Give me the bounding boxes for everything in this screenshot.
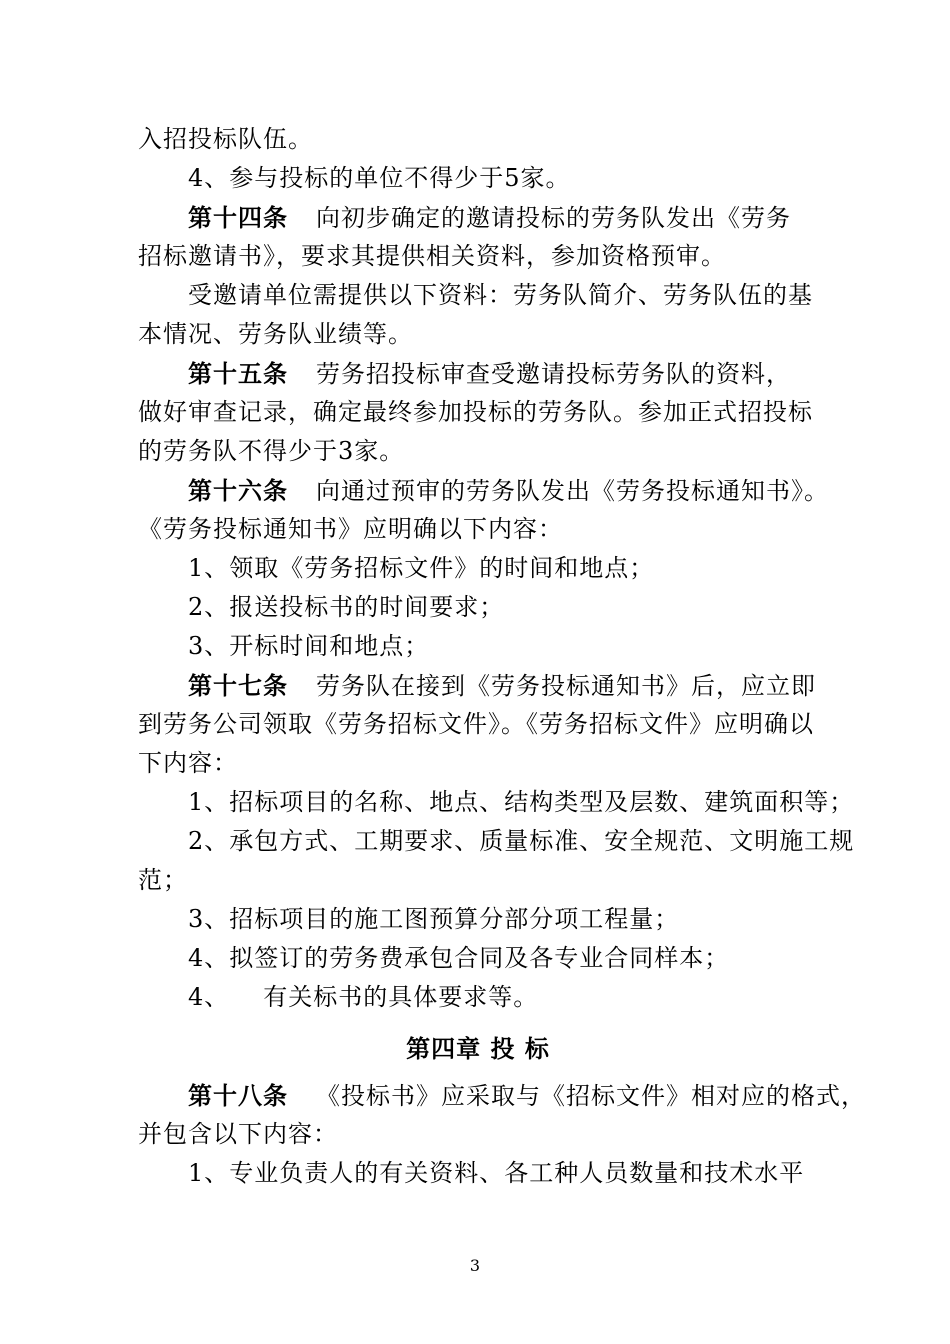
list-text: 有关标书的具体要求等。	[263, 983, 539, 1011]
text-line: 做好审查记录，确定最终参加投标的劳务队。参加正式招投标	[138, 398, 813, 426]
text-line: 4、参与投标的单位不得少于5家。	[188, 164, 571, 192]
list-item: 3、开标时间和地点；	[188, 632, 430, 660]
article-label: 第十七条	[188, 671, 288, 700]
list-item: 1、专业负责人的有关资料、各工种人员数量和技术水平	[188, 1159, 805, 1187]
list-item	[138, 978, 818, 1017]
article-14	[138, 198, 818, 237]
list-item: 2、承包方式、工期要求、质量标准、安全规范、文明施工规	[188, 827, 855, 855]
article-label: 第十四条	[188, 203, 288, 232]
text-line: 《劳务投标通知书》应明确以下内容：	[138, 515, 563, 543]
article-text: 向初步确定的邀请投标的劳务队发出《劳务	[316, 204, 791, 232]
text-line: 下内容：	[138, 749, 238, 777]
article-18	[138, 1076, 866, 1115]
list-item: 4、拟签订的劳务费承包合同及各专业合同样本；	[188, 944, 730, 972]
article-label: 第十八条	[188, 1081, 288, 1110]
text-line: 招标邀请书》，要求其提供相关资料，参加资格预审。	[138, 242, 726, 270]
article-text: 《投标书》应采取与《招标文件》相对应的格式，	[316, 1082, 866, 1110]
text-line: 并包含以下内容：	[138, 1120, 338, 1148]
list-number: 4、	[188, 983, 230, 1011]
text-line: 到劳务公司领取《劳务招标文件》。《劳务招标文件》应明确以	[138, 710, 814, 738]
text-line: 本情况、劳务队业绩等。	[138, 320, 413, 348]
list-item: 3、招标项目的施工图预算分部分项工程量；	[188, 905, 680, 933]
article-label: 第十五条	[188, 359, 288, 388]
text-line: 入招投标队伍。	[138, 125, 313, 153]
article-label: 第十六条	[188, 476, 288, 505]
text-line: 的劳务队不得少于3家。	[138, 437, 405, 465]
text-line: 范；	[138, 866, 188, 894]
document-body	[138, 120, 866, 1193]
list-item: 1、招标项目的名称、地点、结构类型及层数、建筑面积等；	[188, 788, 855, 816]
page-number: 3	[469, 1256, 481, 1275]
list-item: 1、领取《劳务招标文件》的时间和地点；	[188, 554, 655, 582]
list-item: 2、报送投标书的时间要求；	[188, 593, 505, 621]
text-line: 受邀请单位需提供以下资料：劳务队简介、劳务队伍的基	[188, 281, 813, 309]
chapter-title: 第四章 投 标	[406, 1034, 550, 1063]
article-17	[138, 666, 818, 705]
article-16	[138, 471, 829, 510]
article-text: 劳务队在接到《劳务投标通知书》后，应立即	[316, 672, 816, 700]
article-text: 劳务招投标审查受邀请投标劳务队的资料，	[316, 360, 791, 388]
article-15	[138, 354, 818, 393]
article-text: 向通过预审的劳务队发出《劳务投标通知书》。	[316, 477, 829, 505]
